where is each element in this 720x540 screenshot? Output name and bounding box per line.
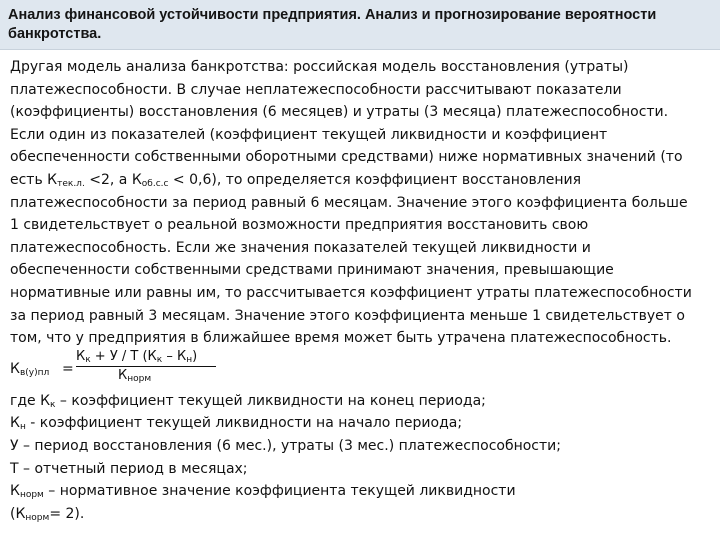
paragraph-line: платежеспособности. В случае неплатежеспособности рассчитывают показатели <box>10 81 622 98</box>
formula-definitions <box>10 390 714 526</box>
subscript: н <box>19 422 26 433</box>
formula-symbol: К <box>118 367 128 383</box>
text-fragment: К <box>10 415 20 432</box>
paragraph-line: нормативные или равны им, то рассчитывается коэффициент утраты платежеспособности <box>10 284 692 301</box>
text-fragment: < 0,6), то определяется коэффициент восстановления <box>168 171 582 188</box>
paragraph-line: за период равный 3 месяцам. Значение этого коэффициента меньше 1 свидетельствует о <box>10 307 685 324</box>
main-paragraph <box>10 56 714 350</box>
formula-denominator <box>118 367 151 385</box>
definition-line: У – период восстановления (6 мес.), утраты (3 мес.) платежеспособности; <box>10 437 561 454</box>
subscript: норм <box>19 490 44 501</box>
formula-symbol: К <box>10 360 20 377</box>
subscript: тек.л. <box>57 178 85 189</box>
subscript: об.с.с <box>141 178 169 189</box>
text-fragment: - коэффициент текущей ликвидности на начало периода; <box>25 415 463 432</box>
subscript: к <box>85 354 91 365</box>
paragraph-line: 1 свидетельствует о реальной возможности предприятия восстановить свою <box>10 217 589 234</box>
text-fragment: К <box>10 483 20 500</box>
slide-header <box>0 0 720 50</box>
formula-equals: = <box>62 360 74 377</box>
slide-content <box>10 56 714 525</box>
slide-title-line-1: Анализ финансовой устойчивости предприятия. Анализ и прогнозирование вероятности <box>8 7 657 23</box>
subscript: к <box>156 354 163 365</box>
formula-lhs <box>10 358 49 381</box>
text-fragment: <2, а К <box>84 171 142 188</box>
subscript: н <box>186 354 193 365</box>
formula-text: – К <box>162 348 187 364</box>
text-fragment: = 2). <box>49 505 85 522</box>
slide-title <box>8 6 712 44</box>
text-fragment: (К <box>10 505 26 522</box>
definition-line <box>10 503 714 526</box>
subscript: норм <box>127 373 152 384</box>
formula-text: + У / Т (К <box>90 348 157 364</box>
text-fragment: есть К <box>10 171 58 188</box>
subscript: норм <box>25 512 50 523</box>
formula-symbol: К <box>76 348 86 364</box>
slide-title-line-2: банкротства. <box>8 26 102 42</box>
paragraph-line: том, что у предприятия в ближайшее время может быть утрачена платежеспособность. <box>10 330 672 347</box>
definition-line: Т – отчетный период в месяцах; <box>10 460 248 477</box>
definition-line <box>10 480 714 503</box>
definition-line <box>10 412 714 435</box>
text-fragment: – коэффициент текущей ликвидности на конец периода; <box>55 392 486 409</box>
paragraph-line: платежеспособность. Если же значения показателей текущей ликвидности и <box>10 239 591 256</box>
text-fragment: где К <box>10 392 51 409</box>
paragraph-line: (коэффициенты) восстановления (6 месяцев) и утраты (3 месяца) платежеспособности. <box>10 104 669 121</box>
paragraph-line: обеспеченности собственными средствами принимают значения, превышающие <box>10 262 614 279</box>
recovery-coefficient-formula <box>10 350 714 390</box>
paragraph-line: обеспеченности собственными оборотными средствами) ниже нормативных значений (то <box>10 149 683 166</box>
paragraph-line: платежеспособности за период равный 6 месяцам. Значение этого коэффициента больше <box>10 194 688 211</box>
paragraph-line: Если один из показателей (коэффициент текущей ликвидности и коэффициент <box>10 126 608 143</box>
formula-text: ) <box>192 348 198 364</box>
paragraph-line: Другая модель анализа банкротства: российская модель восстановления (утраты) <box>10 59 629 75</box>
formula-numerator <box>76 348 216 367</box>
subscript: к <box>50 399 56 410</box>
subscript: в(у)пл <box>19 367 50 378</box>
text-fragment: – нормативное значение коэффициента текущей ликвидности <box>43 483 516 500</box>
paragraph-line <box>10 169 714 192</box>
definition-line <box>10 390 714 413</box>
